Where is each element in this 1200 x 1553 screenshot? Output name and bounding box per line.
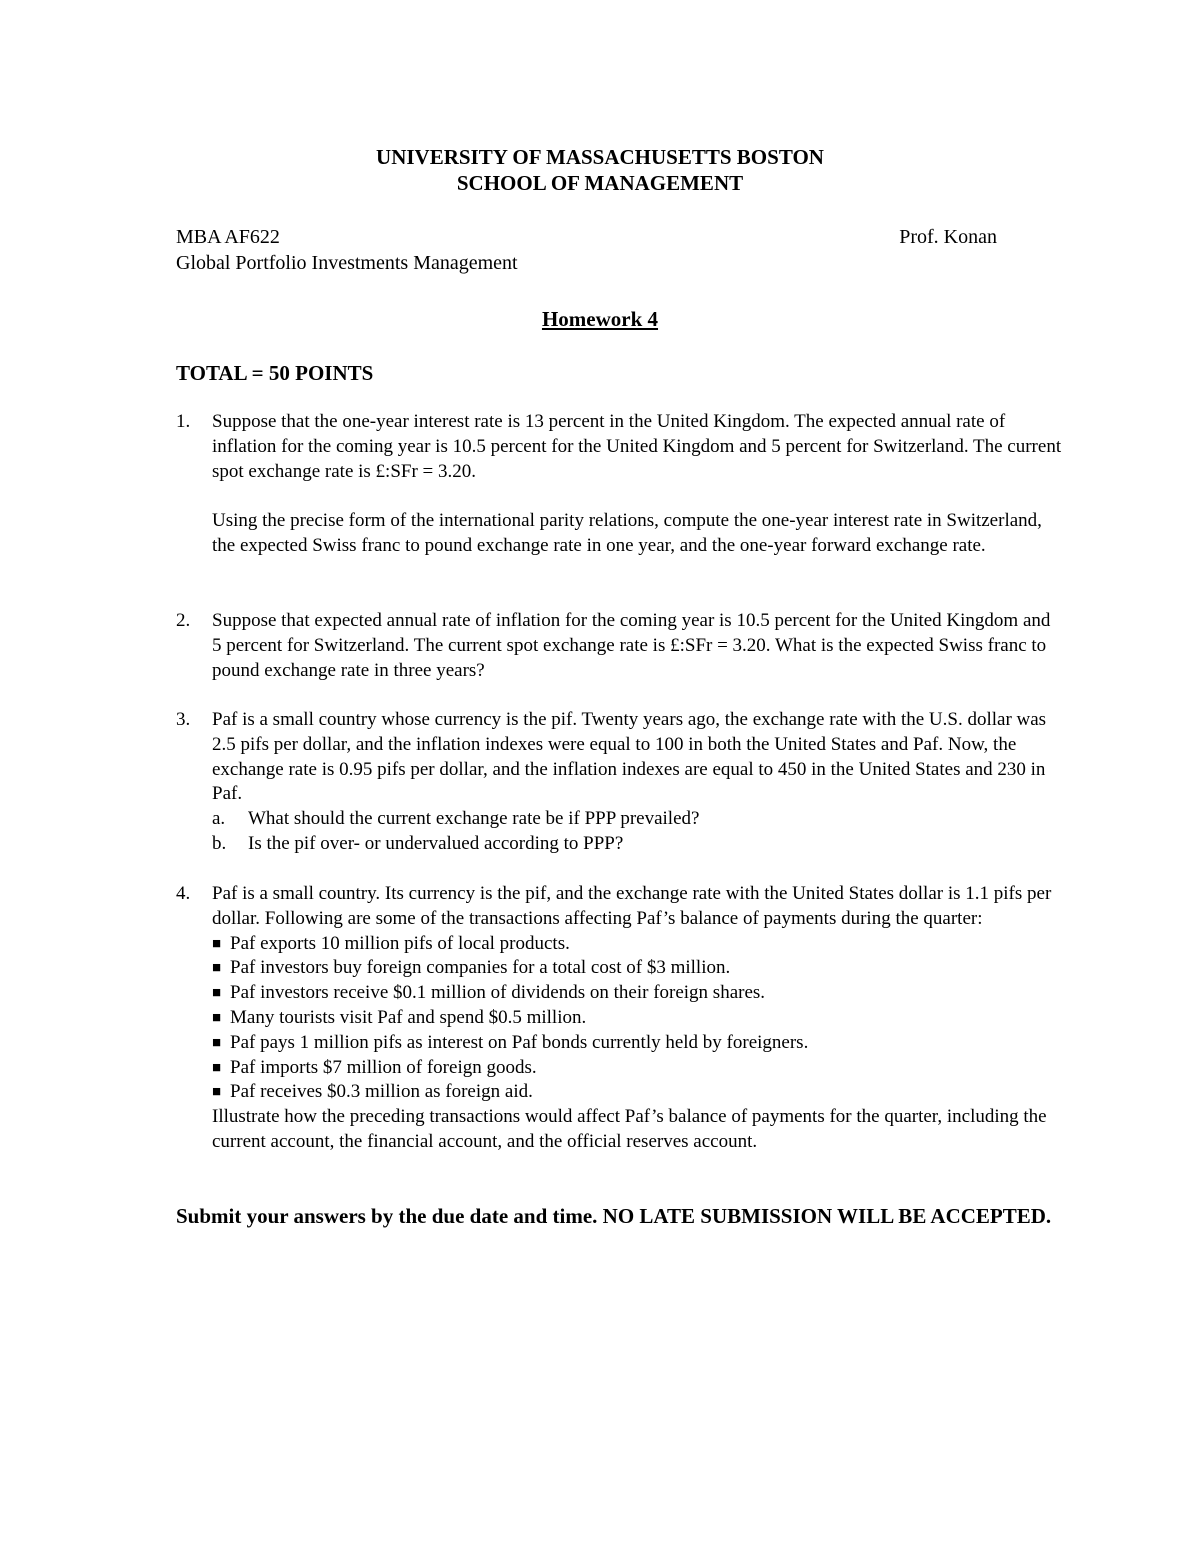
sub-question-b (212, 832, 1062, 857)
assignment-title: Homework 4 (541, 307, 659, 331)
sub-question-text: What should the current exchange rate be if PPP prevailed? (248, 808, 700, 830)
question-number: 2. (176, 610, 191, 631)
transaction-item: ■ Paf investors receive $0.1 million of dividends on their foreign shares. (212, 981, 1062, 1006)
transaction-item: ■ Paf imports $7 million of foreign goods. (212, 1056, 1062, 1081)
bullet-icon: ■ (212, 960, 222, 977)
transaction-item: ■ Paf receives $0.3 million as foreign aid. (212, 1080, 1062, 1105)
sub-question-label: b. (212, 832, 227, 854)
transaction-item: ■ Paf pays 1 million pifs as interest on Paf bonds currently held by foreigners. (212, 1031, 1062, 1056)
bullet-icon: ■ (212, 1059, 222, 1076)
transaction-item: ■ Many tourists visit Paf and spend $0.5 million. (212, 1006, 1062, 1031)
school-name: SCHOOL OF MANAGEMENT (456, 171, 744, 195)
question-text: Paf is a small country. Its currency is the pif, and the exchange rate with the United States dollar is 1.1 pifs per dollar. Following are some of the transactions affecting Paf’s balance of payments during the quarter: (212, 883, 1052, 929)
transaction-item: ■ Paf exports 10 million pifs of local products. (212, 932, 1062, 957)
course-name: Global Portfolio Investments Management (176, 252, 518, 274)
question-instructions: Illustrate how the preceding transactions would affect Paf’s balance of payments for the quarter, including the current account, the financial account, and the official reserves account. (212, 1106, 1047, 1152)
sub-question-a (212, 807, 1062, 832)
bullet-icon: ■ (212, 1084, 222, 1101)
course-code: MBA AF622 (176, 226, 280, 248)
bullet-icon: ■ (212, 1034, 222, 1051)
bullet-icon: ■ (212, 1009, 222, 1026)
question-number: 4. (176, 883, 191, 904)
question-number: 1. (176, 411, 191, 432)
question-text: Suppose that expected annual rate of inflation for the coming year is 10.5 percent for the United Kingdom and 5 percent for Switzerland. The current spot exchange rate is £:SFr = 3.20. What is the expected Swiss franc to pound exchange rate in three years? (212, 610, 1051, 681)
question-number: 3. (176, 709, 191, 730)
transaction-item: ■ Paf investors buy foreign companies for a total cost of $3 million. (212, 956, 1062, 981)
sub-question-label: a. (212, 808, 226, 830)
professor-name: Prof. Konan (899, 226, 997, 248)
question-text: Suppose that the one-year interest rate is 13 percent in the United Kingdom. The expected annual rate of inflation for the coming year is 10.5 percent for the United Kingdom and 5 percent for Switzerland. The current spot exchange rate is £:SFr = 3.20. (212, 411, 1062, 482)
submission-notice: Submit your answers by the due date and time. NO LATE SUBMISSION WILL BE ACCEPTED. (176, 1204, 1052, 1228)
bullet-icon: ■ (212, 985, 222, 1002)
sub-question-text: Is the pif over- or undervalued according to PPP? (248, 832, 624, 854)
question-instructions: Using the precise form of the international parity relations, compute the one-year interest rate in Switzerland, the expected Swiss franc to pound exchange rate in one year, and the one-year forward exchange rate. (212, 510, 1042, 556)
bullet-icon: ■ (212, 935, 222, 952)
total-points: TOTAL = 50 POINTS (176, 361, 374, 385)
university-name: UNIVERSITY OF MASSACHUSETTS BOSTON (376, 145, 824, 169)
question-text: Paf is a small country whose currency is the pif. Twenty years ago, the exchange rate with the U.S. dollar was 2.5 pifs per dollar, and the inflation indexes were equal to 100 in both the United States and Paf. Now, the exchange rate is 0.95 pifs per dollar, and the inflation indexes are equal to 450 in the United States and 230 in Paf. (212, 709, 1047, 805)
